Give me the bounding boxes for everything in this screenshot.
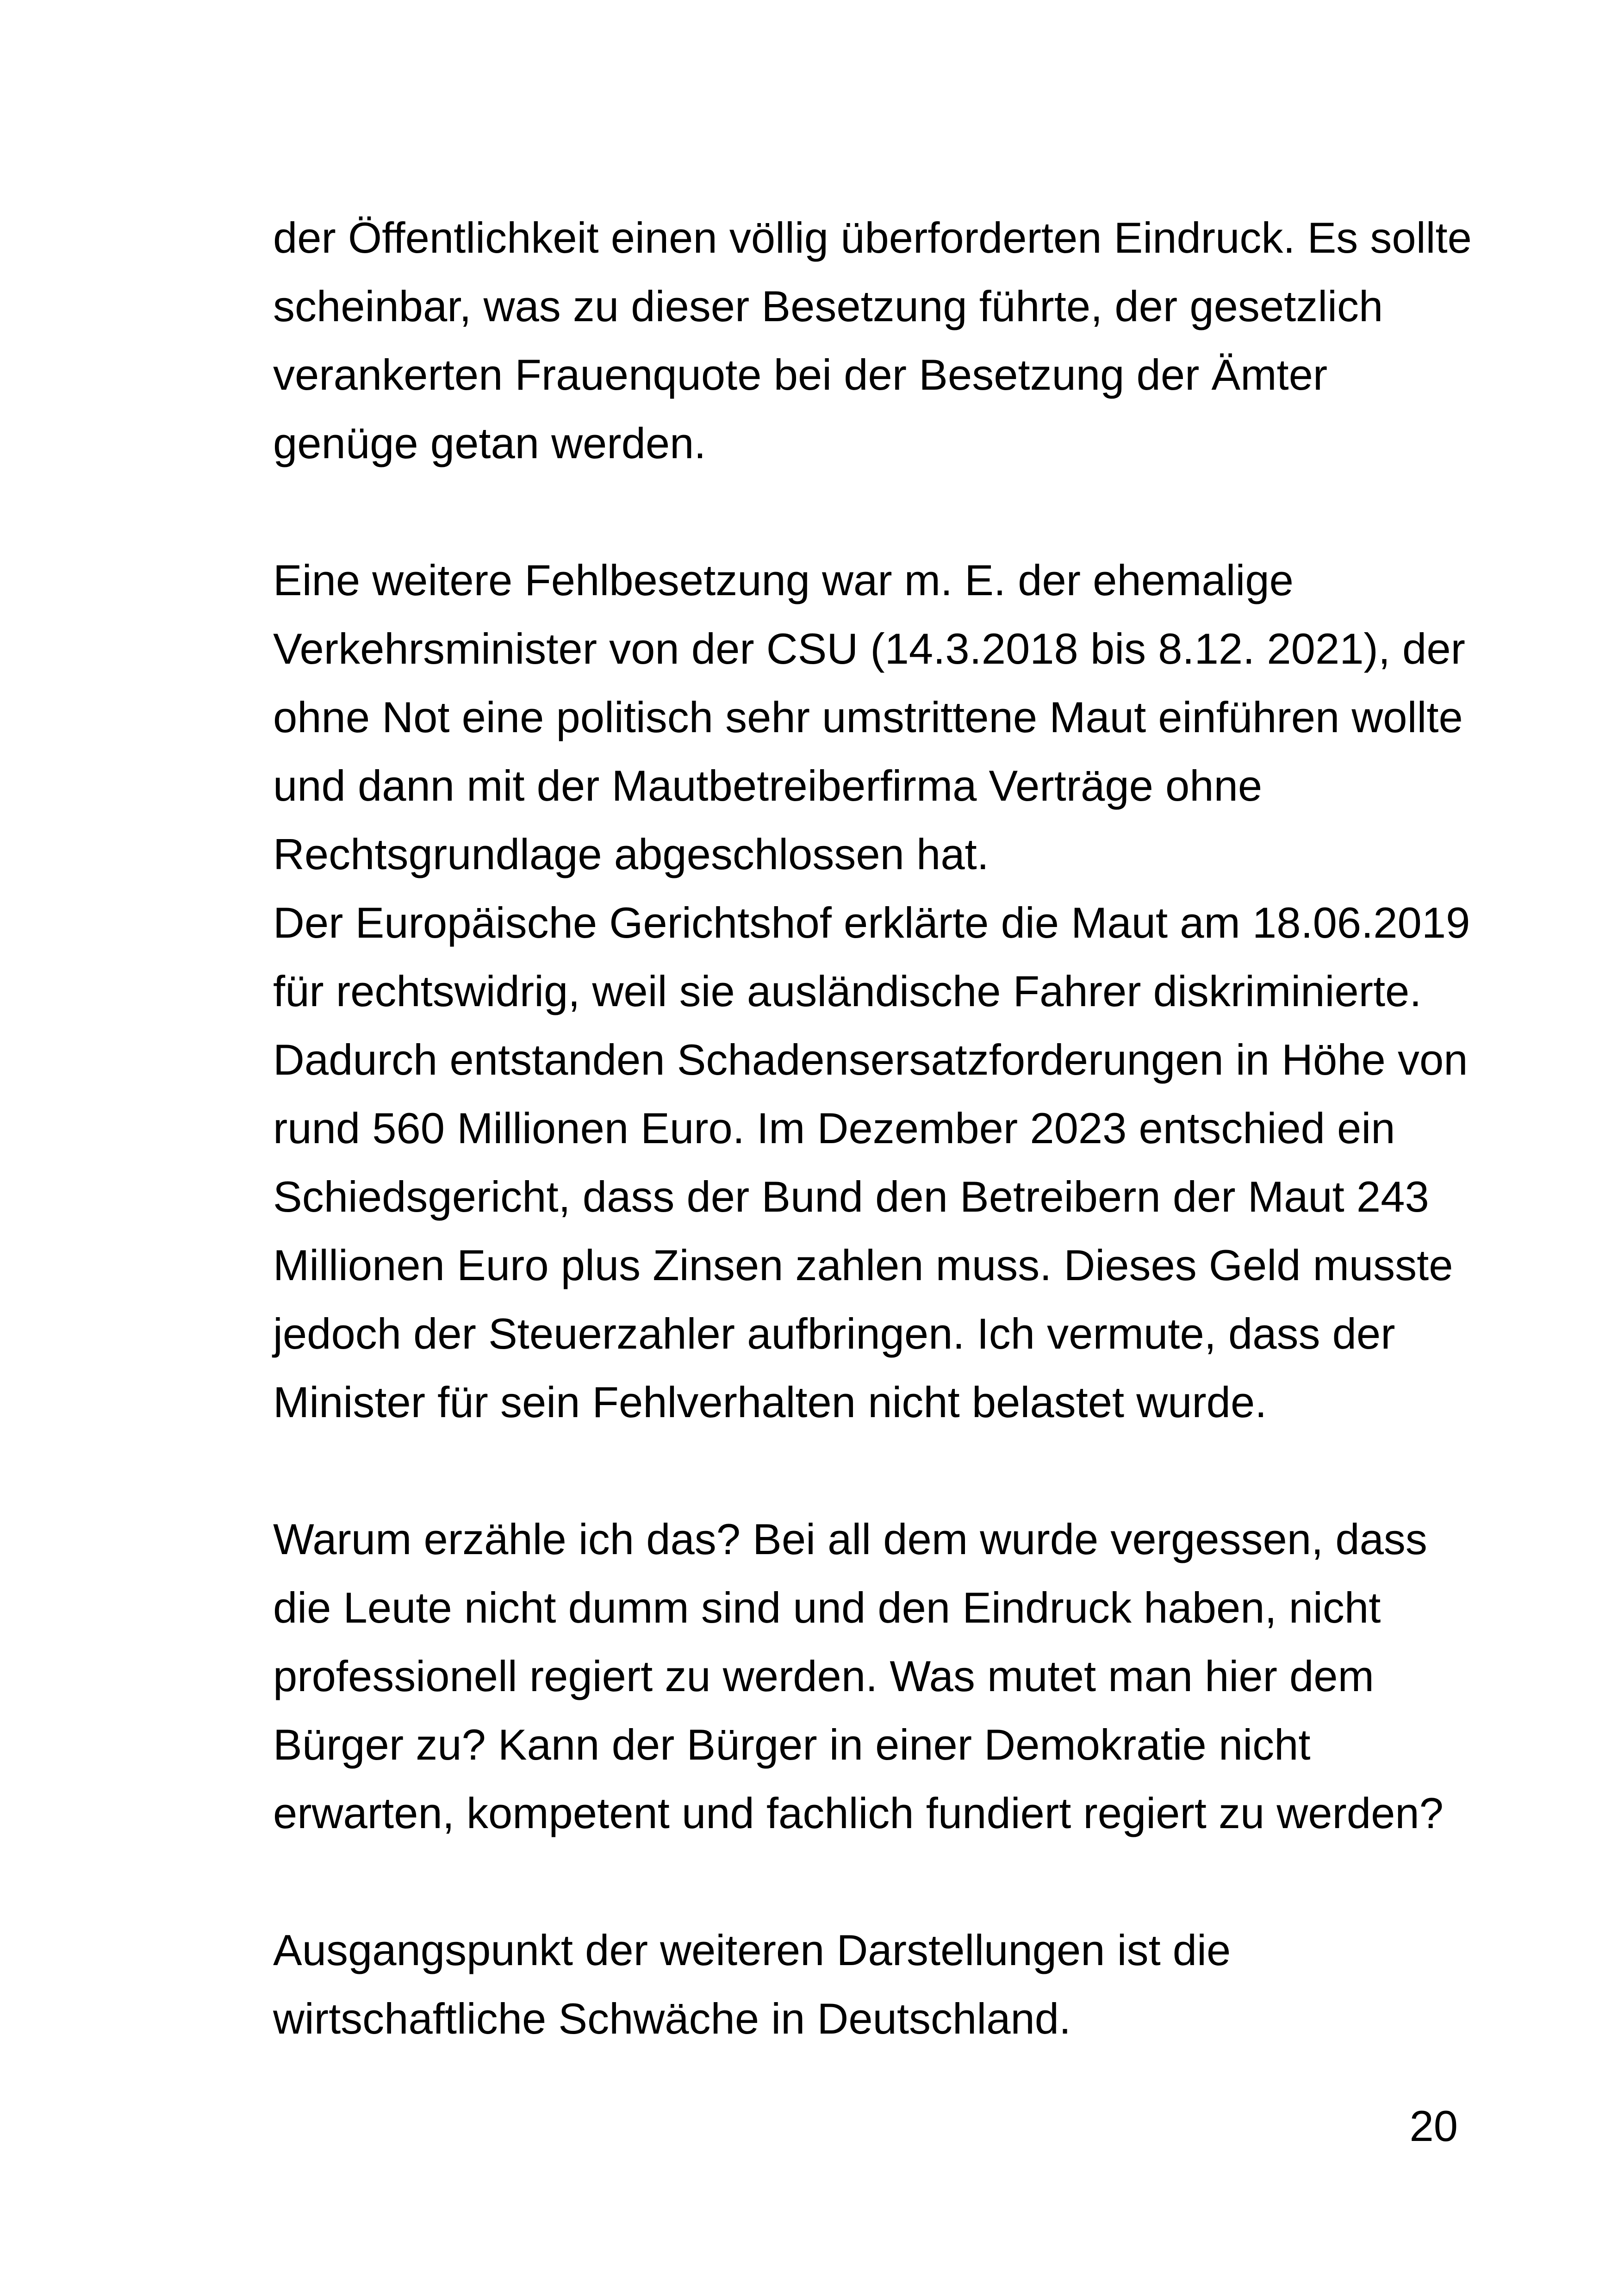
text-line: genüge getan werden. [273, 419, 706, 467]
text-line: jedoch der Steuerzahler aufbringen. Ich vermute, dass der [273, 1309, 1395, 1358]
paragraph-2 [273, 546, 1486, 1437]
text-line: scheinbar, was zu dieser Besetzung führte, der gesetzlich [273, 282, 1383, 330]
text-line: Bürger zu? Kann der Bürger in einer Demokratie nicht [273, 1720, 1311, 1769]
page-number: 20 [1409, 2102, 1458, 2150]
text-line: ohne Not eine politisch sehr umstrittene Maut einführen wollte [273, 693, 1463, 741]
text-line: und dann mit der Mautbetreiberfirma Verträge ohne [273, 761, 1263, 810]
text-line: die Leute nicht dumm sind und den Eindruck haben, nicht [273, 1583, 1381, 1632]
paragraph-1 [273, 204, 1486, 478]
text-line: der Öffentlichkeit einen völlig überforderten Eindruck. Es sollte [273, 213, 1472, 262]
text-line: Rechtsgrundlage abgeschlossen hat. [273, 830, 989, 878]
text-line: Minister für sein Fehlverhalten nicht belastet wurde. [273, 1378, 1267, 1426]
text-line: wirtschaftliche Schwäche in Deutschland. [273, 1994, 1071, 2043]
text-line: Schiedsgericht, dass der Bund den Betreibern der Maut 243 [273, 1172, 1429, 1221]
text-line: Eine weitere Fehlbesetzung war m. E. der ehemalige [273, 556, 1294, 604]
text-line: verankerten Frauenquote bei der Besetzung der Ämter [273, 350, 1328, 399]
text-line: rund 560 Millionen Euro. Im Dezember 2023 entschied ein [273, 1104, 1395, 1152]
text-line: Verkehrsminister von der CSU (14.3.2018 bis 8.12. 2021), der [273, 624, 1465, 673]
paragraph-4 [273, 1916, 1486, 2053]
text-line: Ausgangspunkt der weiteren Darstellungen ist die [273, 1926, 1231, 1974]
text-line: Der Europäische Gerichtshof erklärte die Maut am 18.06.2019 [273, 898, 1470, 947]
text-line: erwarten, kompetent und fachlich fundiert regiert zu werden? [273, 1789, 1444, 1837]
text-line: Millionen Euro plus Zinsen zahlen muss. Dieses Geld musste [273, 1241, 1453, 1289]
text-line: für rechtswidrig, weil sie ausländische Fahrer diskriminierte. [273, 967, 1422, 1015]
text-line: Dadurch entstanden Schadensersatzforderungen in Höhe von [273, 1035, 1468, 1084]
paragraph-3 [273, 1505, 1486, 1848]
text-line: Warum erzähle ich das? Bei all dem wurde vergessen, dass [273, 1515, 1427, 1563]
text-line: professionell regiert zu werden. Was mutet man hier dem [273, 1652, 1374, 1700]
